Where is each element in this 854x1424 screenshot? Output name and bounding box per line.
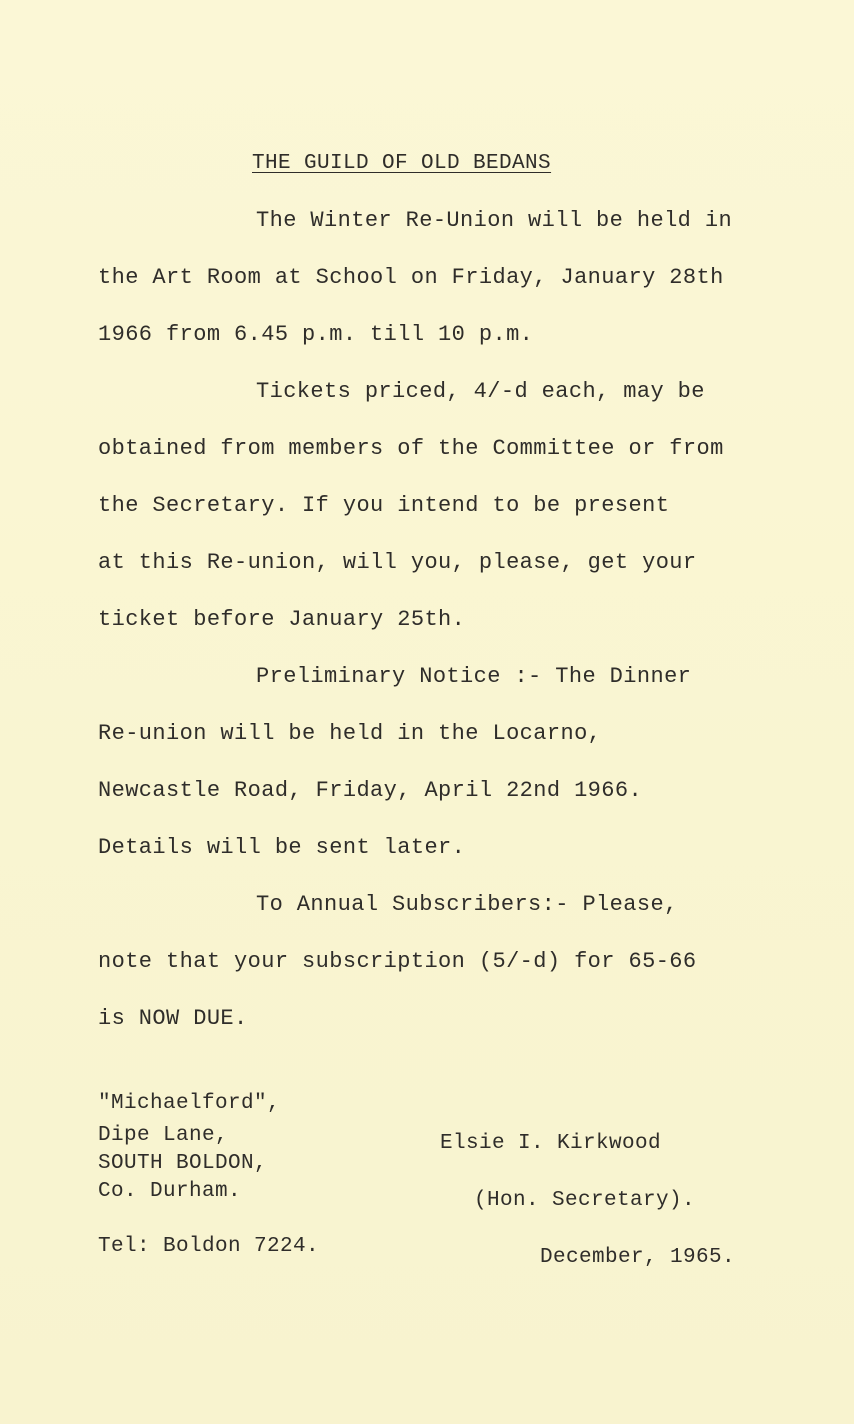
address-line-4: Co. Durham. [98, 1180, 242, 1203]
address-line-1: "Michaelford", [98, 1092, 281, 1115]
paragraph-4-line-3: is NOW DUE. [98, 1006, 248, 1031]
paragraph-2-line-4: at this Re-union, will you, please, get your [98, 550, 697, 575]
address-line-2: Dipe Lane, [98, 1124, 229, 1147]
paragraph-2-line-5: ticket before January 25th. [98, 607, 466, 632]
signature-role: (Hon. Secretary). [474, 1189, 696, 1212]
signature-name: Elsie I. Kirkwood [440, 1132, 662, 1155]
paragraph-3-line-2: Re-union will be held in the Locarno, [98, 721, 602, 746]
paragraph-2-line-2: obtained from members of the Committee or from [98, 436, 724, 461]
paragraph-3-line-4: Details will be sent later. [98, 835, 466, 860]
paragraph-1-line-1: The Winter Re-Union will be held in [256, 208, 733, 233]
paragraph-1-line-2: the Art Room at School on Friday, January 28th [98, 265, 724, 290]
address-line-3: SOUTH BOLDON, [98, 1152, 268, 1175]
paragraph-3-line-3: Newcastle Road, Friday, April 22nd 1966. [98, 778, 643, 803]
paragraph-2-line-1: Tickets priced, 4/-d each, may be [256, 379, 705, 404]
paragraph-4-line-1: To Annual Subscribers:- Please, [256, 892, 678, 917]
paragraph-4-line-2: note that your subscription (5/-d) for 65-66 [98, 949, 697, 974]
telephone: Tel: Boldon 7224. [98, 1235, 320, 1258]
paragraph-1-line-3: 1966 from 6.45 p.m. till 10 p.m. [98, 322, 534, 347]
paragraph-2-line-3: the Secretary. If you intend to be present [98, 493, 670, 518]
document-title: THE GUILD OF OLD BEDANS [252, 152, 552, 175]
signature-date: December, 1965. [540, 1246, 736, 1269]
paragraph-3-line-1: Preliminary Notice :- The Dinner [256, 664, 692, 689]
